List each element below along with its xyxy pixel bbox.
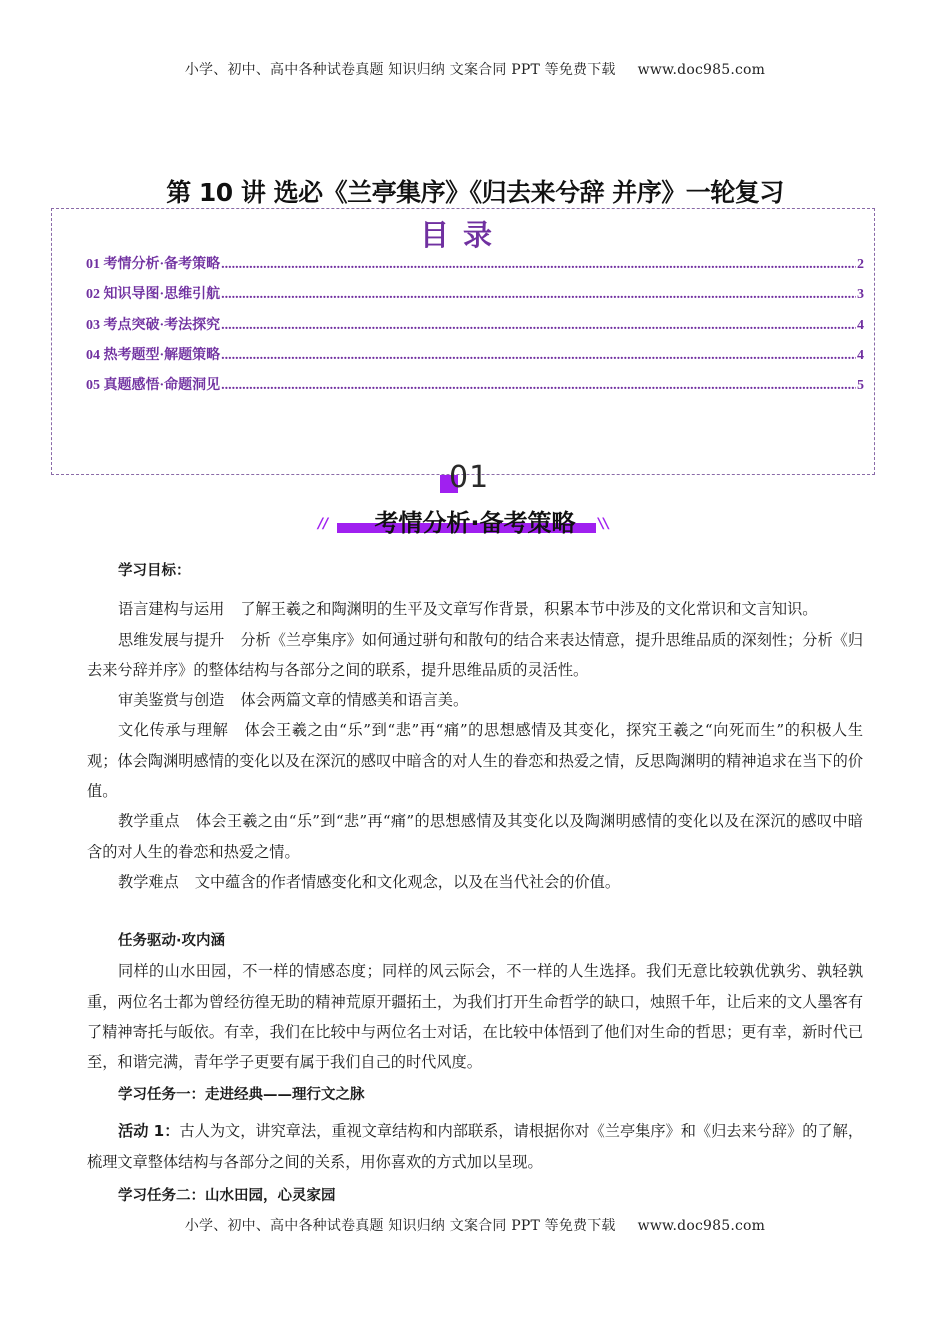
toc-item[interactable]	[86, 253, 864, 283]
objective-item	[87, 715, 863, 806]
toc-leader-dots	[221, 378, 856, 394]
task2-heading: 学习任务二：山水田园，心灵家园	[118, 1187, 336, 1204]
table-of-contents	[51, 208, 875, 475]
objective-text: 文中蕴含的作者情感变化和文化观念，以及在当代社会的价值。	[194, 872, 620, 891]
objectives-heading: 学习目标：	[118, 563, 191, 579]
section-number: 01	[449, 460, 490, 495]
header-site-link[interactable]: www.doc985.com	[637, 62, 766, 78]
toc-item-page: 2	[857, 257, 864, 272]
activity-paragraph	[87, 1116, 863, 1177]
section-title: 考情分析·备考策略	[374, 509, 576, 537]
activity-text: 古人为文，讲究章法，重视文章结构和内部联系，请根据你对《兰亭集序》和《归去来兮辞》的了解，梳理文章整体结构与各部分之间的关系，用你喜欢的方式加以呈现。	[87, 1122, 864, 1171]
toc-item-page: 3	[857, 287, 864, 303]
objective-term: 思维发展与提升	[118, 630, 225, 649]
document-title: 第 10 讲 选必《兰亭集序》《归去来兮辞 并序》一轮复习	[166, 178, 784, 207]
toc-item-label: 04 热考题型·解题策略	[86, 347, 221, 363]
footer-site-link[interactable]: www.doc985.com	[637, 1218, 766, 1234]
task-drive-heading: 任务驱动·攻内涵	[118, 933, 226, 949]
objectives-section	[87, 556, 863, 897]
objective-text: 分析《兰亭集序》如何通过骈句和散句的结合来表达情意，提升思维品质的深刻性；分析《归去来兮辞并序》的整体结构与各部分之间的联系，提升思维品质的灵活性。	[87, 630, 863, 679]
objective-text: 体会王羲之由“乐”到“悲”再“痛”的思想感情及其变化，探究王羲之“向死而生”的积极人生观；体会陶渊明感情的变化以及在深沉的感叹中暗含的对人生的眷恋和热爱之情，反思陶渊明的精神追求在当下的价值。	[87, 721, 864, 801]
page-footer	[0, 1215, 950, 1235]
objective-term: 审美鉴赏与创造	[118, 691, 225, 710]
toc-list	[86, 253, 864, 404]
toc-item-label: 03 考点突破·考法探究	[86, 317, 221, 333]
objective-item	[87, 806, 863, 867]
task-drive-section	[87, 926, 863, 1077]
task1-heading: 学习任务一：走进经典——理行文之脉	[118, 1087, 365, 1103]
toc-item[interactable]	[86, 344, 864, 374]
toc-item-label: 01 考情分析·备考策略	[86, 257, 221, 272]
objective-item	[87, 685, 863, 715]
objective-text: 了解王羲之和陶渊明的生平及文章写作背景，积累本节中涉及的文化常识和文言知识。	[240, 600, 818, 619]
objective-item	[87, 594, 863, 624]
objective-term: 语言建构与运用	[118, 600, 225, 619]
objective-item	[87, 867, 863, 897]
task1-section	[87, 1080, 863, 1211]
double-slash-icon: //	[598, 516, 609, 532]
toc-item[interactable]	[86, 374, 864, 404]
toc-item-page: 4	[857, 317, 864, 333]
toc-item-label: 02 知识导图·思维引航	[86, 287, 221, 303]
objective-item	[87, 625, 863, 686]
toc-leader-dots	[221, 257, 856, 273]
double-slash-icon: //	[318, 516, 329, 532]
objective-term: 文化传承与理解	[118, 721, 229, 740]
toc-leader-dots	[221, 318, 856, 334]
objective-term: 教学难点	[118, 872, 179, 891]
objective-text: 体会王羲之由“乐”到“悲”再“痛”的思想感情及其变化以及陶渊明感情的变化以及在深沉的感叹中暗含的对人生的眷恋和热爱之情。	[87, 812, 863, 861]
header-text: 小学、初中、高中各种试卷真题 知识归纳 文案合同 PPT 等免费下载	[184, 62, 616, 78]
footer-text: 小学、初中、高中各种试卷真题 知识归纳 文案合同 PPT 等免费下载	[184, 1218, 616, 1234]
task-drive-paragraph: 同样的山水田园，不一样的情感态度；同样的风云际会，不一样的人生选择。我们无意比较孰优孰劣、孰轻孰重，两位名士都为曾经彷徨无助的精神荒原开疆拓土，为我们打开生命哲学的缺口，烛照千年，让后来的文人墨客有了精神寄托与皈依。有幸，我们在比较中与两位名士对话，在比较中体悟到了他们对生命的哲思；更有幸，新时代已至，和谐完满，青年学子更要有属于我们自己的时代风度。	[87, 962, 863, 1072]
toc-item-page: 5	[857, 378, 864, 394]
toc-heading: 目录	[419, 218, 506, 252]
toc-item-label: 05 真题感悟·命题洞见	[86, 378, 221, 394]
toc-leader-dots	[221, 287, 856, 303]
page-header	[0, 59, 950, 79]
objective-term: 教学重点	[118, 812, 180, 831]
toc-item[interactable]	[86, 314, 864, 344]
objective-text: 体会两篇文章的情感美和语言美。	[240, 691, 469, 710]
toc-item-page: 4	[857, 347, 864, 363]
activity-label: 活动 1：	[118, 1122, 180, 1141]
toc-leader-dots	[221, 348, 856, 364]
toc-item[interactable]	[86, 283, 864, 313]
